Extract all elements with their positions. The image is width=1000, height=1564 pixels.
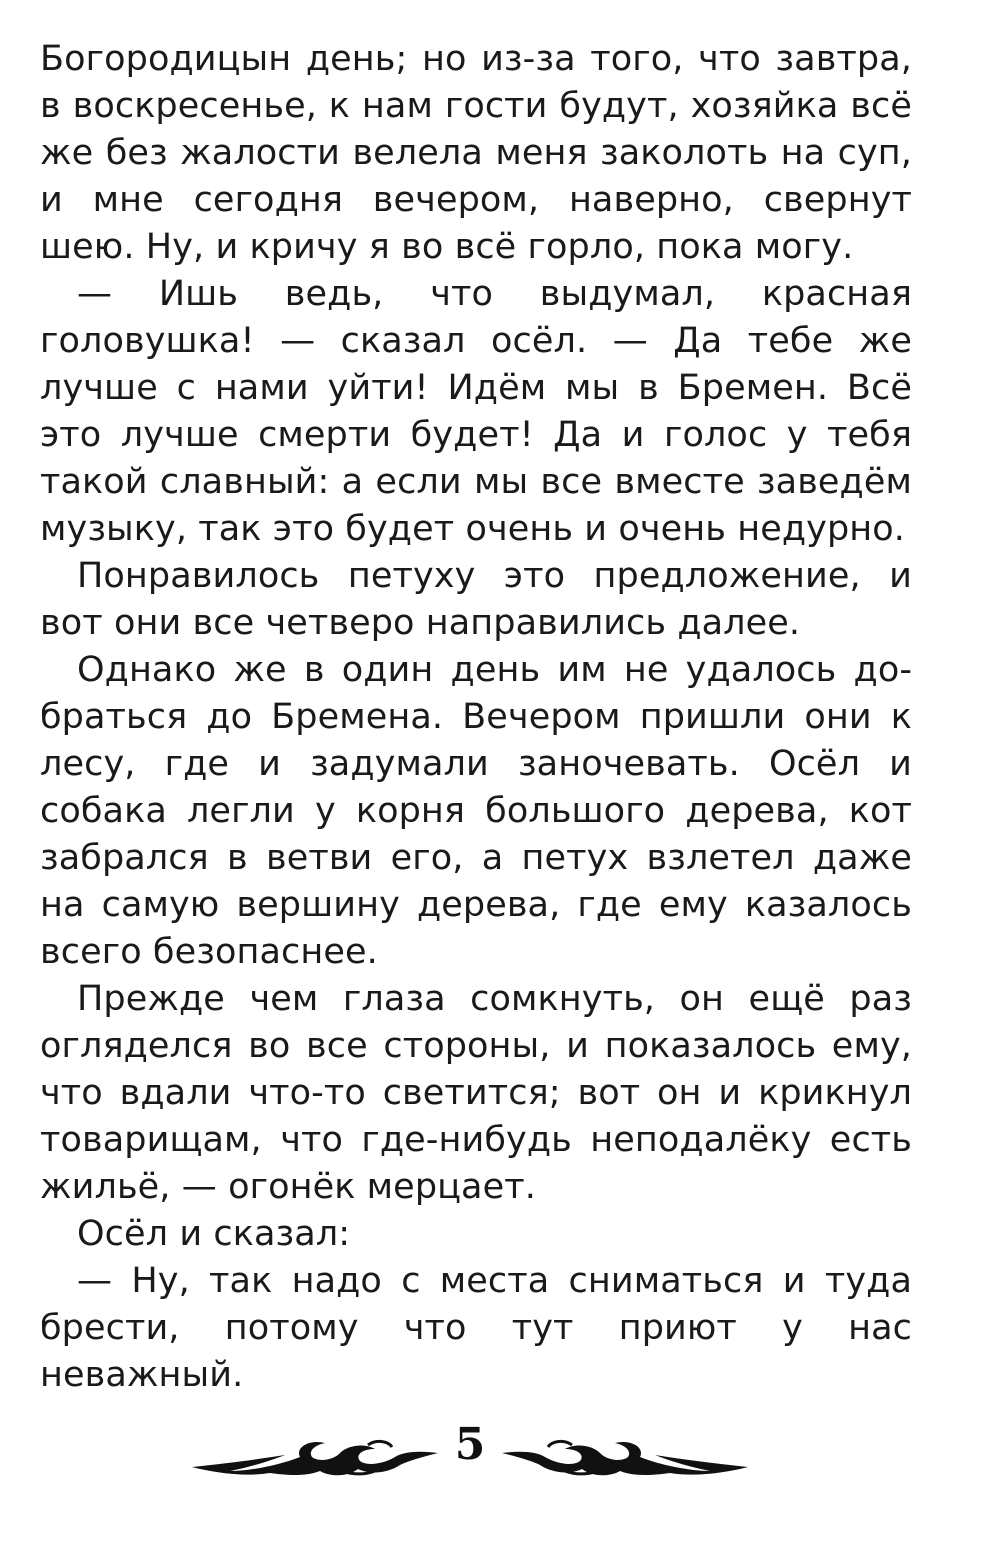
flourish-right-icon [500, 1433, 750, 1481]
paragraph-2: — Ишь ведь, что выдумал, красная головушка! — сказал осёл. — Да тебе же лучше с нами уйти! Идём мы в Бремен. Всё это лучше смерти будет! Да и голос у тебя такой славный: а если мы все вместе заведём музыку, так это будет очень и очень недурно. [40, 274, 912, 549]
paragraph-4: Однако же в один день им не удалось добраться до Бремена. Вечером пришли они к лесу, где и задумали заночевать. Осёл и собака легли у корня большого дерева, кот забрался в ветви его, а петух взлетел даже на самую вершину дерева, где ему казалось всего безопаснее. [40, 650, 912, 972]
paragraph-6: Осёл и сказал: [77, 1214, 351, 1254]
page-footer [190, 1415, 750, 1495]
paragraph-5: Прежде чем глаза сомкнуть, он ещё раз огляделся во все стороны, и показалось ему, что вдали что-то светится; вот он и крикнул товарищам, что где-нибудь неподалёку есть жильё, — огонёк мерцает. [40, 979, 912, 1207]
paragraph-3: Понравилось петуху это предложение, и вот они все четверо направились далее. [40, 556, 912, 643]
story-text [40, 36, 912, 1399]
flourish-left-icon [190, 1433, 440, 1481]
paragraph-1: Богородицын день; но из-за того, что завтра, в воскресенье, к нам гости будут, хозяйка всё же без жалости велела меня заколоть на суп, и мне сегодня вечером, наверно, свернут шею. Ну, и кричу я во всё горло, пока могу. [40, 39, 912, 267]
paragraph-7: — Ну, так надо с места сниматься и туда брести, потому что тут приют у нас неважный. [40, 1261, 912, 1395]
page-number: 5 [454, 1419, 486, 1470]
